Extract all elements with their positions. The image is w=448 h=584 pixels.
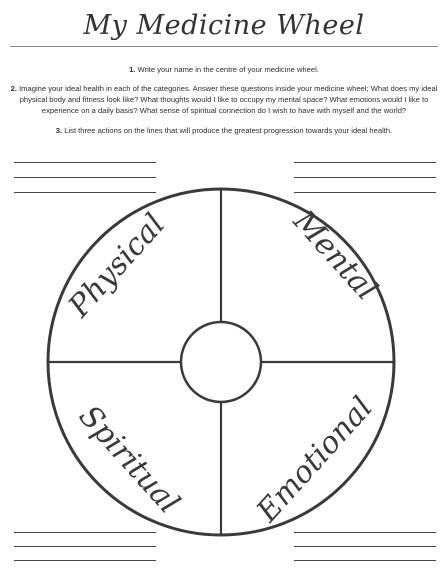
quadrant-label-spiritual: Spiritual	[71, 398, 187, 521]
instruction-1-number: 1.	[129, 65, 136, 74]
instruction-3-text: List three actions on the lines that will produce the greatest progression towards your ideal health.	[64, 126, 393, 135]
page-title: My Medicine Wheel	[83, 10, 365, 41]
instruction-1-text: Write your name in the centre of your medicine wheel.	[137, 65, 319, 74]
centre-circle[interactable]	[181, 322, 261, 402]
quadrant-label-physical: Physical	[61, 207, 173, 325]
instruction-2-number: 2.	[10, 84, 17, 93]
quadrant-label-emotional: Emotional	[250, 390, 380, 529]
instruction-3-number: 3.	[55, 126, 63, 135]
quadrant-label-mental: Mental	[286, 204, 384, 308]
instruction-2-text: Imagine your ideal health in each of the categories. Answer these questions inside your medicine wheel; What does my ideal physical body and fitness look like? What thoughts would I like to occupy my mental space? What emotions would I like to experience on a daily basis? What sense of spiritual connection do I wish to have with myself and the world?	[19, 84, 438, 115]
